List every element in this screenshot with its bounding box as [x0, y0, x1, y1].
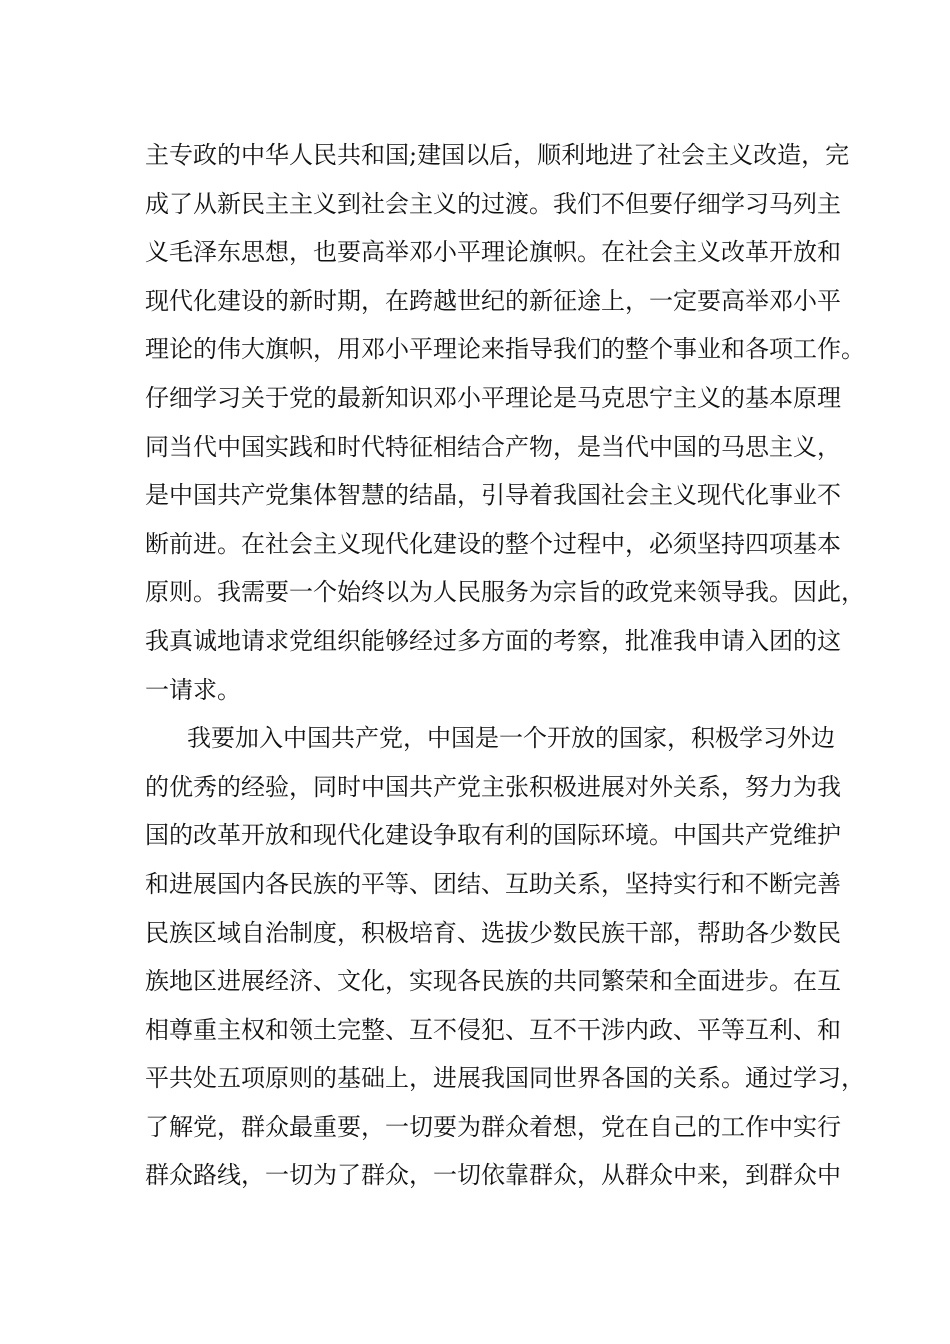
text-line: 的优秀的经验，同时中国共产党主张积极进展对外关系，努力为我 — [145, 772, 841, 801]
text-line: 和进展国内各民族的平等、团结、互助关系，坚持实行和不断完善 — [145, 869, 841, 898]
text-line: 相尊重主权和领土完整、互不侵犯、互不干涉内政、平等互利、和 — [145, 1015, 841, 1044]
text-line: 族地区进展经济、文化，实现各民族的共同繁荣和全面进步。在互 — [145, 967, 841, 996]
text-line: 群众路线，一切为了群众，一切依靠群众，从群众中来，到群众中 — [145, 1161, 841, 1190]
text-line: 断前进。在社会主义现代化建设的整个过程中，必须坚持四项基本 — [145, 529, 841, 558]
text-line: 我真诚地请求党组织能够经过多方面的考察，批准我申请入团的这 — [145, 626, 841, 655]
text-line: 原则。我需要一个始终以为人民服务为宗旨的政党来领导我。因此， — [145, 578, 865, 607]
text-line-indented: 我要加入中国共产党，中国是一个开放的国家，积极学习外边 — [187, 724, 835, 753]
text-line: 是中国共产党集体智慧的结晶，引导着我国社会主义现代化事业不 — [145, 481, 841, 510]
text-line: 平共处五项原则的基础上，进展我国同世界各国的关系。通过学习， — [145, 1064, 865, 1093]
text-line: 一请求。 — [145, 675, 241, 704]
text-line: 了解党，群众最重要，一切要为群众着想，党在自己的工作中实行 — [145, 1112, 841, 1141]
text-line: 现代化建设的新时期，在跨越世纪的新征途上，一定要高举邓小平 — [145, 286, 841, 315]
text-line: 民族区域自治制度，积极培育、选拔少数民族干部，帮助各少数民 — [145, 918, 841, 947]
text-line: 仔细学习关于党的最新知识邓小平理论是马克思宁主义的基本原理 — [145, 383, 841, 412]
paragraph-1 — [145, 131, 865, 714]
text-line: 成了从新民主主义到社会主义的过渡。我们不但要仔细学习马列主 — [145, 189, 841, 218]
text-line: 主专政的中华人民共和国;建国以后，顺利地进了社会主义改造，完 — [145, 141, 850, 169]
text-line: 义毛泽东思想，也要高举邓小平理论旗帜。在社会主义改革开放和 — [145, 238, 841, 267]
text-line: 理论的伟大旗帜，用邓小平理论来指导我们的整个事业和各项工作。 — [145, 335, 865, 364]
text-line: 同当代中国实践和时代特征相结合产物，是当代中国的马思主义， — [145, 432, 841, 461]
paragraph-2 — [145, 714, 865, 1200]
document-body — [145, 131, 865, 1200]
text-line: 国的改革开放和现代化建设争取有利的国际环境。中国共产党维护 — [145, 821, 841, 850]
